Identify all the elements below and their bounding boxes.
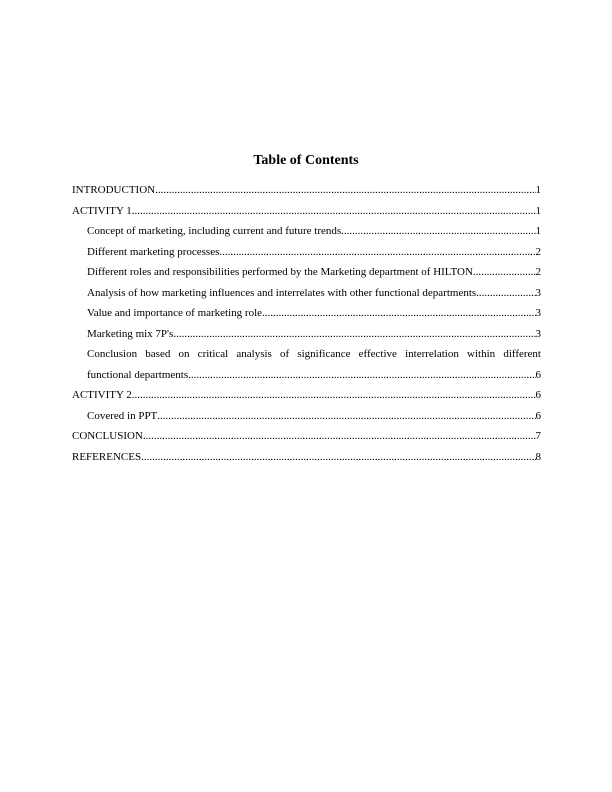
toc-entry-text: Different marketing processes: [87, 245, 220, 258]
toc-entry-concept-of-marketing[interactable]: [72, 221, 541, 242]
toc-page-number: 7: [535, 430, 541, 442]
toc-entry-text-line-2: functional departments: [87, 368, 189, 381]
toc-entry-introduction[interactable]: [72, 180, 541, 201]
toc-page-number: 8: [535, 450, 541, 463]
table-of-contents: [72, 180, 541, 467]
toc-leader-dots: [476, 283, 535, 304]
toc-entry-text: Concept of marketing, including current and future trends: [87, 225, 342, 237]
toc-entry-roles-and-responsibilities[interactable]: [72, 262, 541, 283]
toc-page-number: 6: [535, 409, 541, 422]
toc-entry-marketing-mix[interactable]: [72, 324, 541, 345]
toc-page-number: 6: [535, 389, 541, 401]
toc-leader-dots: [219, 242, 535, 263]
toc-leader-dots: [341, 221, 535, 242]
toc-entry-references[interactable]: [72, 447, 541, 468]
toc-entry-covered-in-ppt[interactable]: [72, 406, 541, 427]
toc-leader-dots: [473, 262, 536, 283]
toc-leader-dots: [132, 385, 536, 406]
toc-entry-text: Analysis of how marketing influences and interrelates with other functional departments: [87, 286, 477, 299]
toc-leader-dots: [157, 406, 535, 427]
toc-entry-text: Different roles and responsibilities performed by the Marketing department of HILTON: [87, 266, 473, 278]
toc-entry-text: INTRODUCTION: [72, 184, 156, 196]
toc-page-number: 1: [535, 204, 541, 217]
toc-leader-dots: [155, 180, 535, 201]
toc-entry-conclusion-analysis[interactable]: [72, 344, 541, 385]
toc-title: Table of Contents: [253, 153, 359, 168]
toc-leader-dots: [188, 365, 535, 386]
toc-entry-text: Marketing mix 7P's: [87, 327, 174, 340]
toc-leader-dots: [132, 201, 536, 222]
toc-entry-conclusion[interactable]: [72, 426, 541, 447]
toc-entry-text: CONCLUSION: [72, 430, 143, 442]
toc-page-number: 1: [535, 225, 541, 237]
toc-entry-text: ACTIVITY 1: [72, 204, 132, 217]
toc-entry-last-line: [87, 365, 541, 386]
toc-entry-text-line-1: Conclusion based on critical analysis of significance effective interrelation within different: [87, 348, 541, 360]
toc-entry-value-and-importance[interactable]: [72, 303, 541, 324]
toc-entry-activity-2[interactable]: [72, 385, 541, 406]
toc-page-number: 1: [535, 184, 541, 196]
toc-page-number: 3: [535, 307, 541, 319]
toc-page-number: 3: [535, 286, 541, 299]
toc-page-number: 2: [535, 266, 541, 278]
toc-leader-dots: [141, 447, 535, 468]
toc-entry-text: REFERENCES: [72, 450, 142, 463]
toc-entry-text: Covered in PPT: [87, 409, 158, 422]
toc-leader-dots: [262, 303, 535, 324]
toc-leader-dots: [143, 426, 536, 447]
toc-entry-marketing-influences[interactable]: [72, 283, 541, 304]
toc-leader-dots: [173, 324, 535, 345]
toc-page-number: 6: [535, 368, 541, 381]
toc-page-number: 2: [535, 245, 541, 258]
toc-entry-text: Value and importance of marketing role: [87, 307, 263, 319]
toc-entry-activity-1[interactable]: [72, 201, 541, 222]
toc-page-number: 3: [535, 327, 541, 340]
toc-entry-marketing-processes[interactable]: [72, 242, 541, 263]
toc-entry-text: ACTIVITY 2: [72, 389, 132, 401]
